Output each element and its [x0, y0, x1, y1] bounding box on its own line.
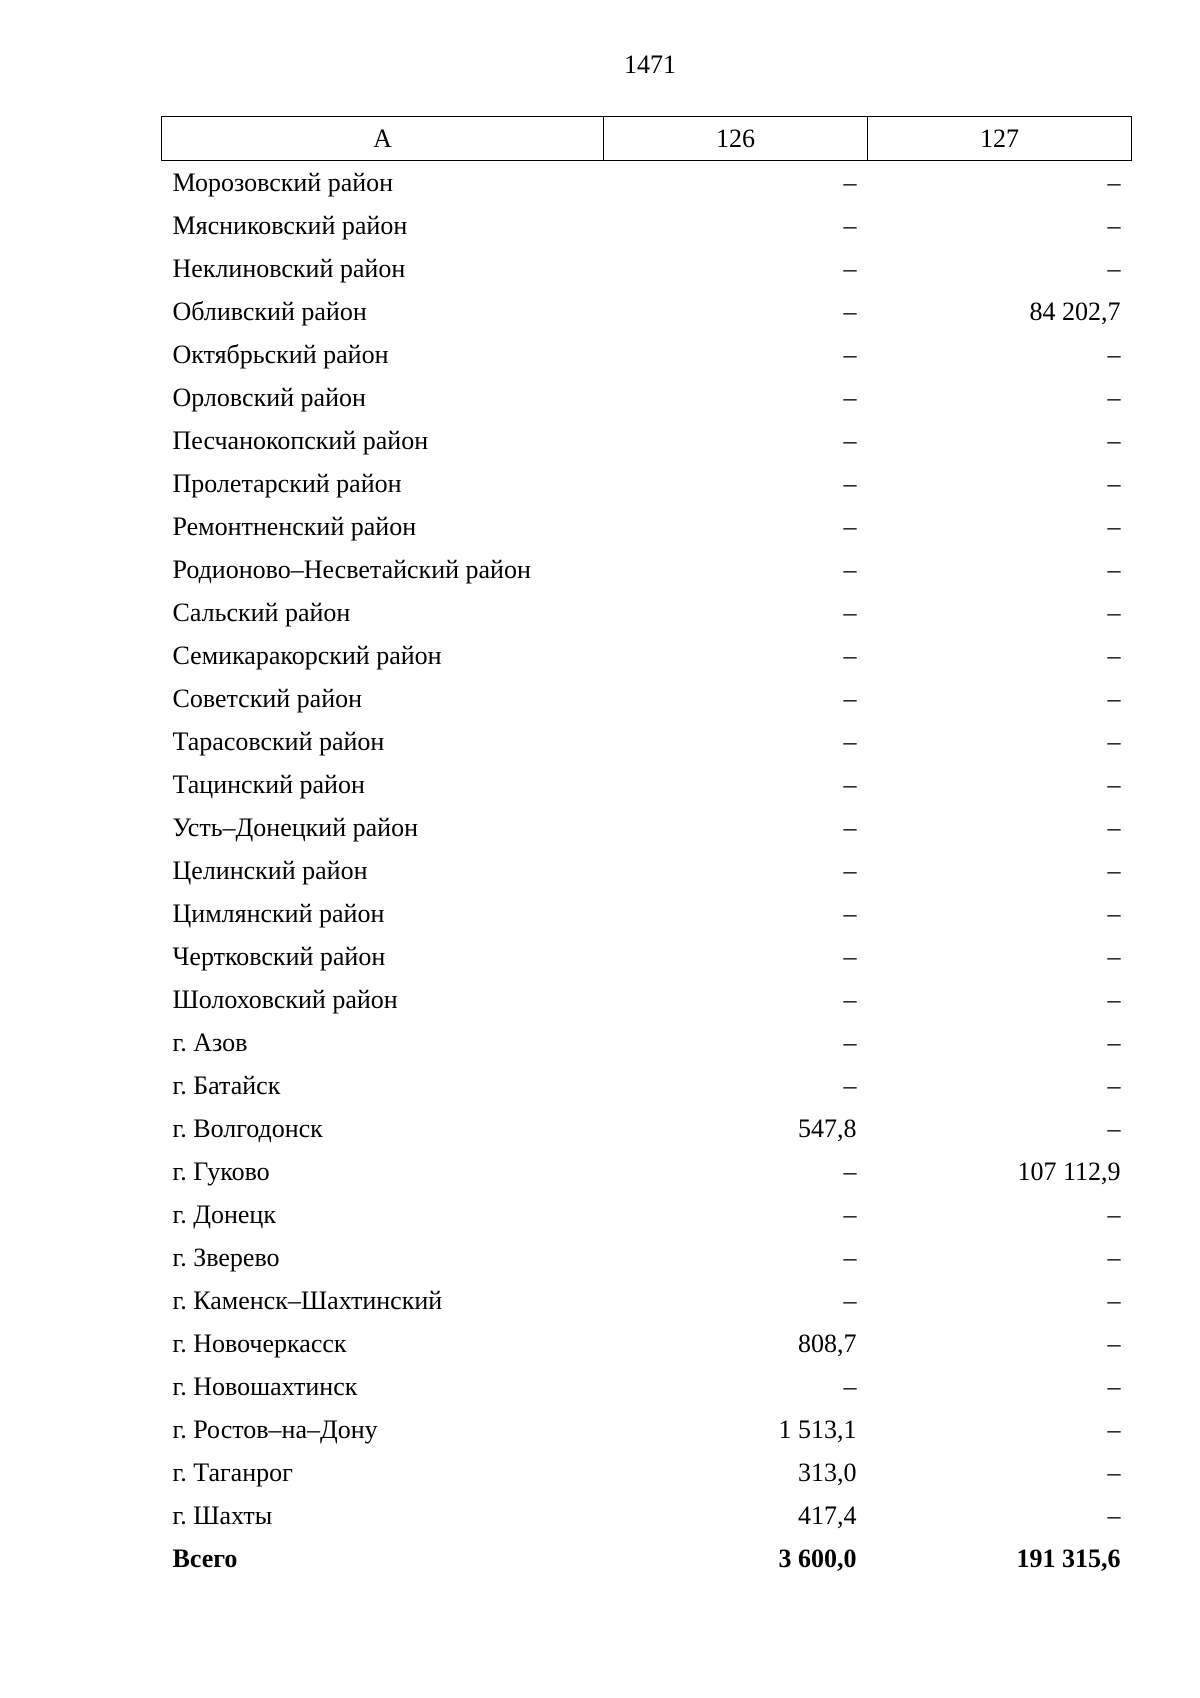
table-row	[162, 1408, 1132, 1451]
table-row	[162, 419, 1132, 462]
table-row	[162, 1279, 1132, 1322]
row-value-126: –	[843, 168, 857, 197]
row-value-127: –	[1107, 899, 1121, 928]
table-row	[162, 462, 1132, 505]
row-value-126: –	[843, 1071, 857, 1100]
row-value-127: –	[1107, 985, 1121, 1014]
row-name: Родионово–Несветайский район	[172, 555, 531, 584]
row-value-126: –	[843, 856, 857, 885]
row-value-126: –	[843, 684, 857, 713]
table-row	[162, 548, 1132, 591]
row-value-127: –	[1107, 168, 1121, 197]
row-value-127: –	[1107, 426, 1121, 455]
table-row	[162, 1107, 1132, 1150]
row-name: Усть–Донецкий район	[172, 813, 418, 842]
table-row	[162, 204, 1132, 247]
row-name: Октябрьский район	[172, 340, 389, 369]
row-value-127: –	[1107, 1028, 1121, 1057]
table-body	[162, 161, 1132, 1581]
table-row	[162, 978, 1132, 1021]
row-name: г. Волгодонск	[172, 1114, 323, 1143]
row-value-127: –	[1107, 684, 1121, 713]
table-row	[162, 1322, 1132, 1365]
row-value-127: –	[1107, 1286, 1121, 1315]
table-row	[162, 677, 1132, 720]
table-row	[162, 720, 1132, 763]
row-value-127: 107 112,9	[1017, 1157, 1121, 1186]
row-name: г. Таганрог	[172, 1458, 293, 1487]
row-value-126: 808,7	[798, 1329, 857, 1358]
row-name: г. Новочеркасск	[172, 1329, 347, 1358]
row-value-126: –	[843, 985, 857, 1014]
row-name: Обливский район	[172, 297, 367, 326]
table-row	[162, 1064, 1132, 1107]
row-value-126: –	[843, 297, 857, 326]
row-value-127: –	[1107, 641, 1121, 670]
table-row	[162, 634, 1132, 677]
table-row	[162, 1193, 1132, 1236]
table-row	[162, 333, 1132, 376]
row-name: Чертковский район	[172, 942, 386, 971]
row-name: Орловский район	[172, 383, 366, 412]
row-value-126: –	[843, 1028, 857, 1057]
row-name: Мясниковский район	[172, 211, 408, 240]
row-value-127: –	[1107, 770, 1121, 799]
row-value-126: –	[843, 641, 857, 670]
row-value-127: –	[1107, 1243, 1121, 1272]
table-row	[162, 1150, 1132, 1193]
row-name: г. Ростов–на–Дону	[172, 1415, 378, 1444]
row-value-127: –	[1107, 340, 1121, 369]
row-name: г. Каменск–Шахтинский	[172, 1286, 443, 1315]
row-name: г. Гуково	[172, 1157, 270, 1186]
header-cell-name: А	[162, 117, 604, 161]
row-value-126: –	[843, 254, 857, 283]
header-cell-126: 126	[604, 117, 868, 161]
total-row	[162, 1537, 1132, 1580]
row-name: Неклиновский район	[172, 254, 406, 283]
table-row	[162, 1365, 1132, 1408]
row-name: г. Азов	[172, 1028, 248, 1057]
table-row	[162, 247, 1132, 290]
row-value-126: –	[843, 1286, 857, 1315]
row-value-126: –	[843, 813, 857, 842]
table-row	[162, 849, 1132, 892]
row-value-127: –	[1107, 1071, 1121, 1100]
row-value-126: 313,0	[798, 1458, 857, 1487]
total-value-126: 3 600,0	[778, 1544, 857, 1573]
table-row	[162, 376, 1132, 419]
row-value-127: –	[1107, 813, 1121, 842]
table-row	[162, 806, 1132, 849]
table-row	[162, 935, 1132, 978]
table-row	[162, 1021, 1132, 1064]
row-value-127: –	[1107, 512, 1121, 541]
row-name: Семикаракорский район	[172, 641, 442, 670]
header-cell-127: 127	[868, 117, 1132, 161]
row-value-126: –	[843, 555, 857, 584]
row-value-126: –	[843, 1200, 857, 1229]
table-row	[162, 892, 1132, 935]
row-value-126: –	[843, 383, 857, 412]
row-value-126: 1 513,1	[778, 1415, 857, 1444]
row-value-127: –	[1107, 469, 1121, 498]
total-value-127: 191 315,6	[1016, 1544, 1121, 1573]
row-value-127: –	[1107, 1372, 1121, 1401]
header-row	[162, 117, 1132, 161]
row-value-126: –	[843, 899, 857, 928]
row-value-127: –	[1107, 211, 1121, 240]
row-name: г. Новошахтинск	[172, 1372, 358, 1401]
row-name: г. Донецк	[172, 1200, 276, 1229]
row-value-126: 547,8	[798, 1114, 857, 1143]
budget-table	[161, 116, 1132, 1580]
row-name: Сальский район	[172, 598, 351, 627]
row-name: г. Шахты	[172, 1501, 273, 1530]
row-value-127: –	[1107, 598, 1121, 627]
table-row	[162, 763, 1132, 806]
row-value-127: –	[1107, 1501, 1121, 1530]
table-row	[162, 290, 1132, 333]
row-value-126: –	[843, 1243, 857, 1272]
row-value-126: 417,4	[798, 1501, 857, 1530]
row-name: Советский район	[172, 684, 363, 713]
row-name: Тарасовский район	[172, 727, 385, 756]
row-value-126: –	[843, 469, 857, 498]
row-value-126: –	[843, 770, 857, 799]
row-name: г. Зверево	[172, 1243, 280, 1272]
row-name: Ремонтненский район	[172, 512, 417, 541]
row-value-127: –	[1107, 254, 1121, 283]
row-name: Шолоховский район	[172, 985, 398, 1014]
total-label: Всего	[172, 1544, 238, 1573]
row-value-127: –	[1107, 1458, 1121, 1487]
row-value-127: –	[1107, 383, 1121, 412]
row-value-126: –	[843, 1372, 857, 1401]
row-value-126: –	[843, 340, 857, 369]
table-header	[162, 117, 1132, 161]
row-value-127: –	[1107, 942, 1121, 971]
table-row	[162, 591, 1132, 634]
row-name: г. Батайск	[172, 1071, 281, 1100]
row-value-127: –	[1107, 727, 1121, 756]
row-value-127: –	[1107, 856, 1121, 885]
table-row	[162, 161, 1132, 205]
row-name: Цимлянский район	[172, 899, 385, 928]
row-value-126: –	[843, 598, 857, 627]
table-row	[162, 505, 1132, 548]
row-value-126: –	[843, 1157, 857, 1186]
row-value-127: 84 202,7	[1029, 297, 1121, 326]
row-name: Морозовский район	[172, 168, 394, 197]
row-value-127: –	[1107, 1415, 1121, 1444]
row-value-126: –	[843, 512, 857, 541]
table-row	[162, 1494, 1132, 1537]
row-value-126: –	[843, 426, 857, 455]
table-row	[162, 1236, 1132, 1279]
row-value-126: –	[843, 942, 857, 971]
row-value-126: –	[843, 211, 857, 240]
row-name: Целинский район	[172, 856, 368, 885]
row-name: Тацинский район	[172, 770, 365, 799]
table-row	[162, 1451, 1132, 1494]
row-name: Песчанокопский район	[172, 426, 429, 455]
row-value-127: –	[1107, 555, 1121, 584]
row-value-127: –	[1107, 1114, 1121, 1143]
row-value-127: –	[1107, 1329, 1121, 1358]
row-value-127: –	[1107, 1200, 1121, 1229]
page-number: 1471	[624, 50, 676, 79]
row-value-126: –	[843, 727, 857, 756]
row-name: Пролетарский район	[172, 469, 402, 498]
